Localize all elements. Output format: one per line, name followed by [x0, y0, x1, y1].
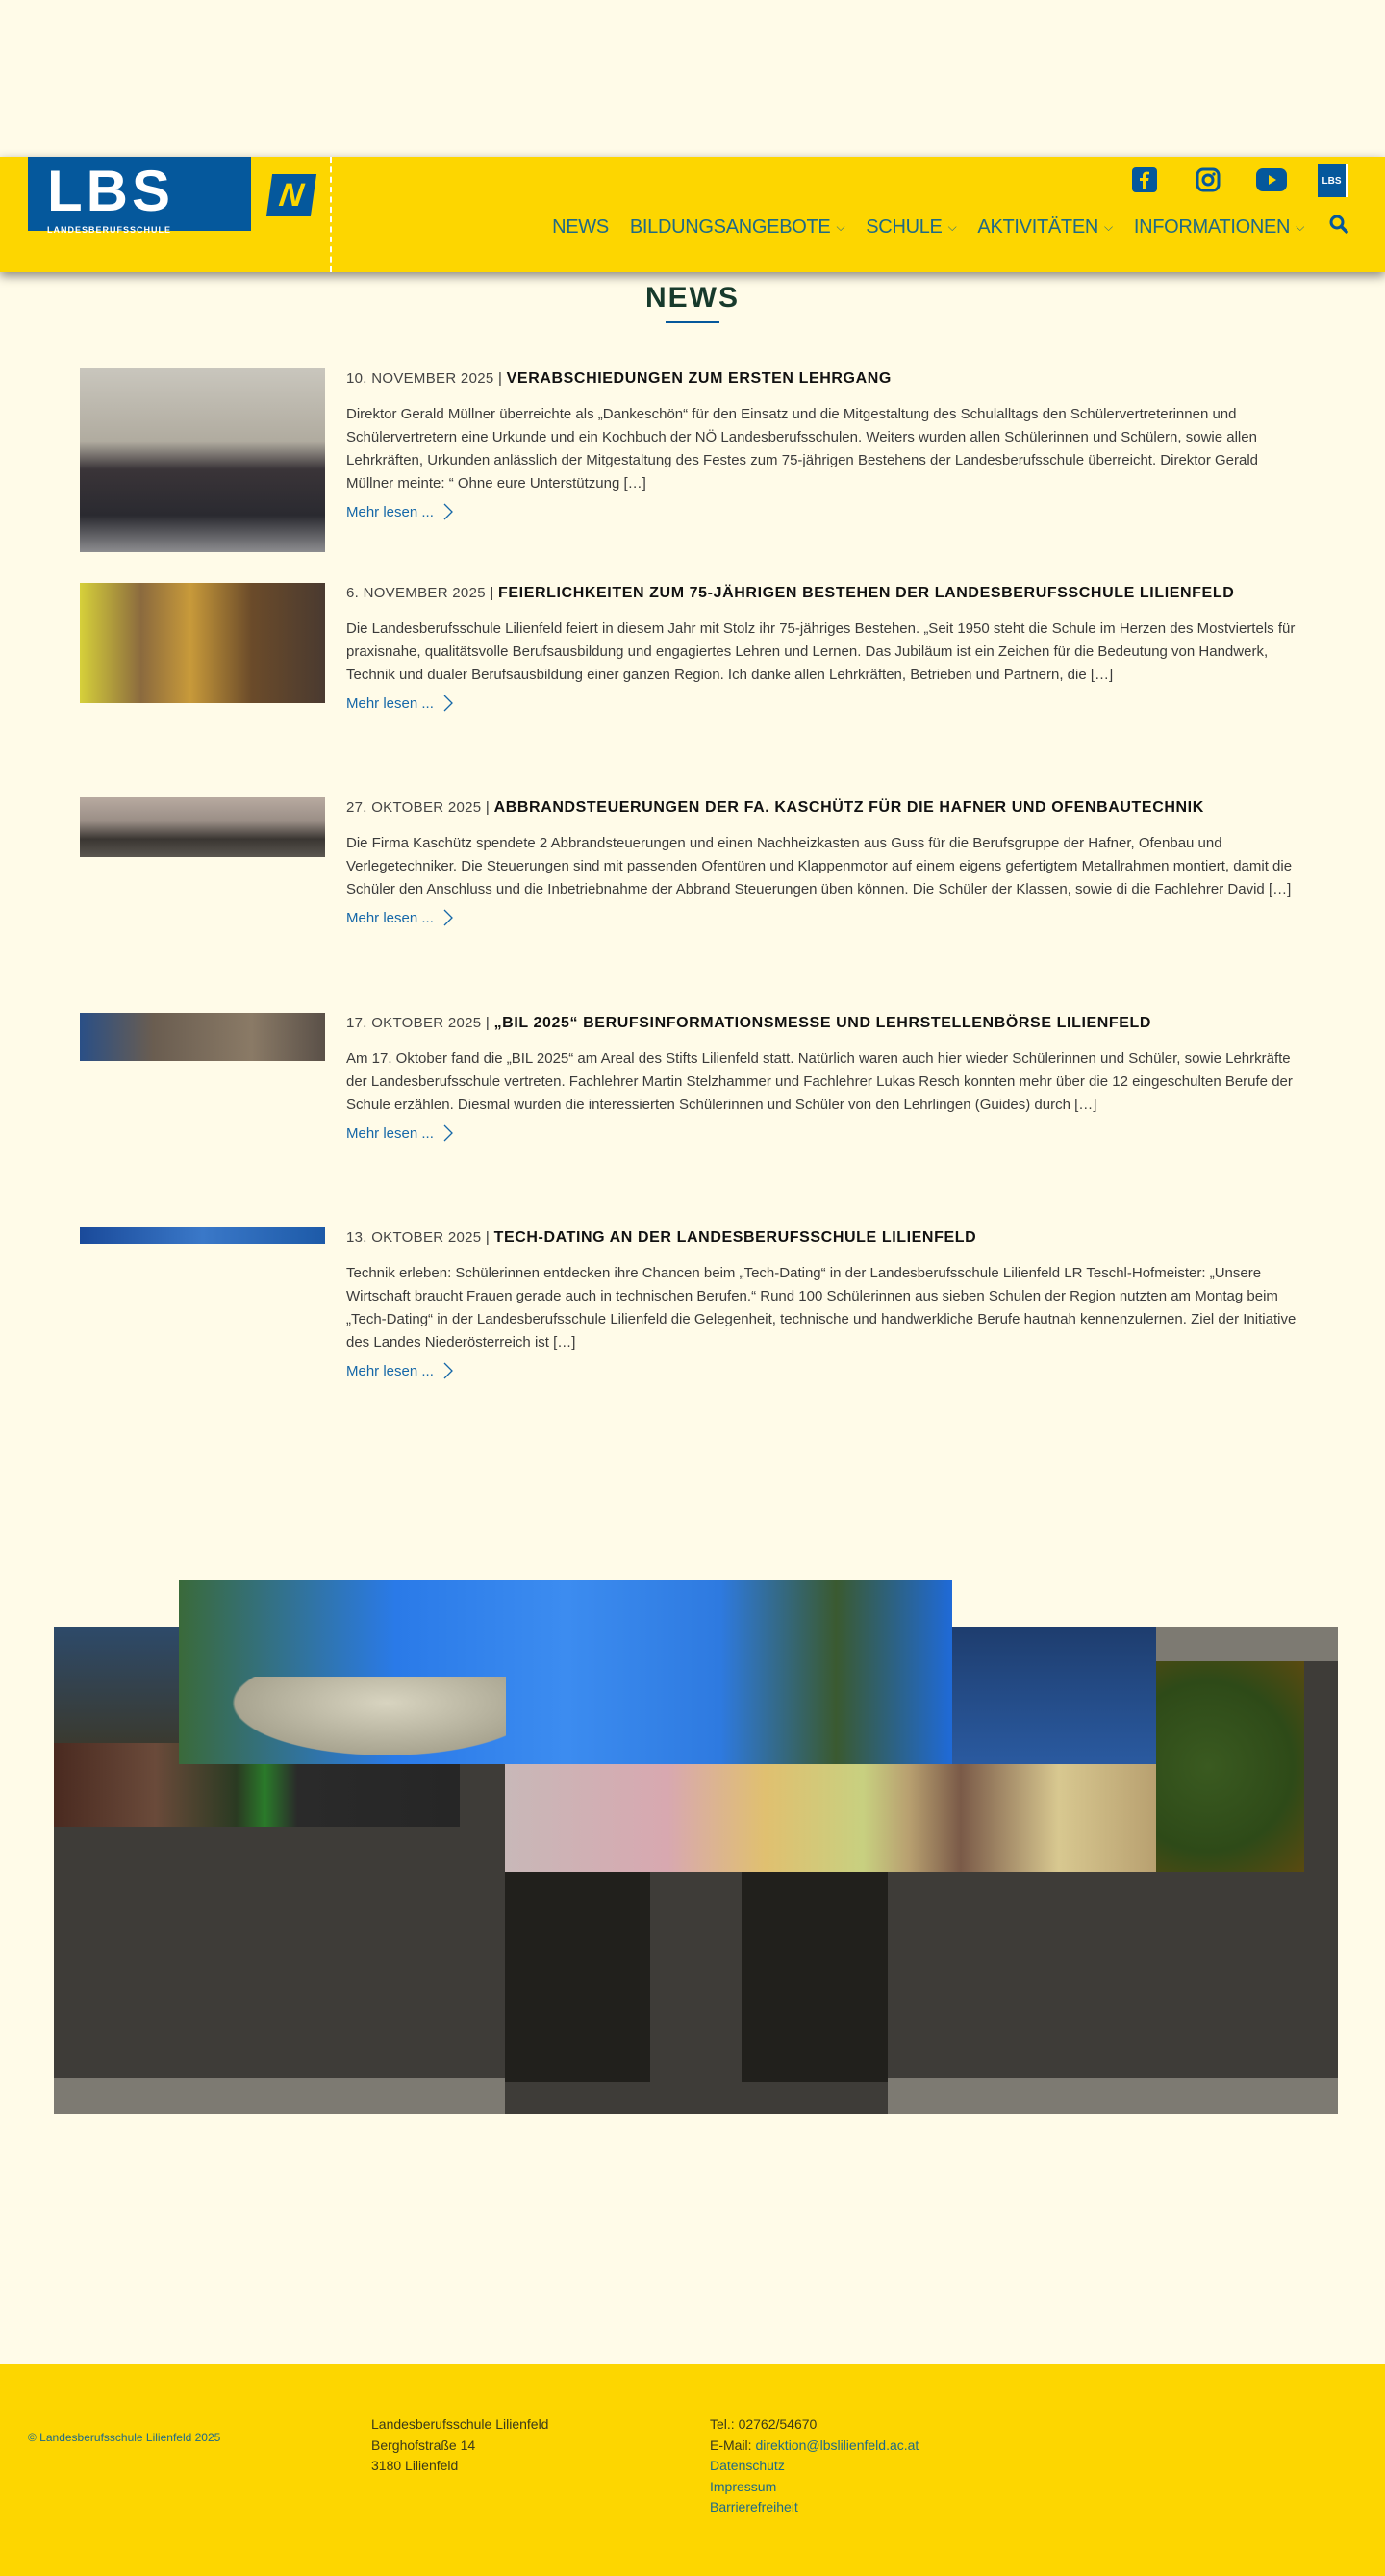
article-date: 27. OKTOBER 2025 [346, 799, 482, 816]
article-image[interactable] [80, 368, 325, 552]
footer-copyright: © Landesberufsschule Lilienfeld 2025 [28, 2431, 221, 2444]
facebook-icon[interactable] [1131, 166, 1158, 193]
collage-dark-column [505, 1872, 650, 2082]
youtube-icon[interactable] [1256, 166, 1287, 193]
chevron-down-icon: ⌵ [1104, 219, 1113, 234]
header-divider [330, 157, 332, 272]
article-excerpt: Direktor Gerald Müllner überreichte als „Dankeschön“ für den Einsatz und die Mitgestaltung des Schulalltags den Schülervertreterinnen und Schülervertretern eine Urkunde und ein Kochbuch der NÖ Landesberufsschulen. Weiters wurden allen Schülerinnen und Schülern, sowie allen Lehrkräften, Urkunden anlässlich der Mitgestaltung des Festes zum 75-jährigen Bestehens der Landesberufsschule überreicht. Direktor Gerald Müllner meinte: “ Ohne eure Unterstützung […] [346, 406, 1259, 492]
statue-shape [208, 1677, 506, 1764]
nav-news[interactable] [552, 216, 609, 239]
address-line: Berghofstraße 14 [371, 2437, 476, 2453]
article-image[interactable] [80, 797, 325, 857]
logo-text: LBS [47, 159, 174, 223]
collage-image-statue [179, 1580, 952, 1764]
article-title[interactable]: FEIERLICHKEITEN ZUM 75-JÄHRIGEN BESTEHEN DER LANDESBERUFSSCHULE LILIENFELD [498, 585, 1235, 601]
site-footer [0, 2364, 1385, 2576]
article-date: 6. NOVEMBER 2025 [346, 585, 486, 601]
separator: | [481, 799, 494, 816]
email-label: E-Mail: [710, 2437, 756, 2453]
collage-image-building [505, 1764, 1156, 1872]
article-image[interactable] [80, 1227, 325, 1244]
nav-label: BILDUNGSANGEBOTE [629, 215, 831, 238]
chevron-down-icon: ⌵ [947, 219, 957, 234]
lbs-icon[interactable]: LBS [1318, 164, 1348, 197]
separator: | [481, 1229, 494, 1246]
nav-schule[interactable] [866, 216, 956, 239]
nav-label: AKTIVITÄTEN [977, 215, 1099, 238]
separator: | [493, 370, 507, 387]
chevron-right-icon [443, 695, 453, 712]
page-title: NEWS [645, 282, 740, 314]
read-more-label: Mehr lesen ... [346, 695, 434, 712]
collage-dark-column [742, 1872, 888, 2082]
chevron-right-icon [443, 1362, 453, 1379]
footer-address [371, 2414, 548, 2477]
footer-contact [710, 2414, 919, 2518]
separator: | [485, 585, 499, 601]
collage-bottom-strip [888, 2078, 1338, 2114]
nav-informationen[interactable] [1134, 216, 1304, 239]
image-collage [54, 1627, 1338, 2114]
read-more-label: Mehr lesen ... [346, 1362, 434, 1379]
read-more-link[interactable] [346, 503, 453, 520]
read-more-label: Mehr lesen ... [346, 1124, 434, 1142]
collage-image-trees [54, 1627, 179, 1743]
article-excerpt: Die Firma Kaschütz spendete 2 Abbrandsteuerungen und einen Nachheizkasten aus Guss für die Berufsgruppe der Hafner, Ofenbau und Verlegetechniker. Die Steuerungen sind mit passenden Ofentüren und Klappenmotor auf einem eigens gefertigtem Metallrahmen montiert, damit die Schüler den Anschluss und die Inbetriebnahme der Abbrand Steuerungen üben können. Die Schüler der Klassen, sowie di die Fachlehrer David […] [346, 835, 1293, 897]
datenschutz-link[interactable]: Datenschutz [710, 2458, 785, 2473]
read-more-label: Mehr lesen ... [346, 909, 434, 926]
search-icon[interactable] [1329, 215, 1348, 240]
read-more-link[interactable] [346, 909, 453, 926]
nav-label: NEWS [552, 215, 609, 238]
nav-label: SCHULE [866, 215, 943, 238]
article-title[interactable]: ABBRANDSTEUERUNGEN DER FA. KASCHÜTZ FÜR DIE HAFNER UND OFENBAUTECHNIK [493, 799, 1204, 816]
impressum-link[interactable]: Impressum [710, 2478, 777, 2494]
nav-bildungsangebote[interactable] [630, 216, 844, 239]
address-line: Landesberufsschule Lilienfeld [371, 2416, 549, 2432]
article-excerpt: Am 17. Oktober fand die „BIL 2025“ am Areal des Stifts Lilienfeld statt. Natürlich waren auch hier wieder Schülerinnen und Schüler, sowie Lehrkräfte der Landesberufsschule vertreten. Fachlehrer Martin Stelzhammer und Fachlehrer Lukas Resch konnten mehr über die 12 eingeschulten Berufe der Schule erzählen. Diesmal wurden die interessierten Schülerinnen und Schüler von den Lehrlingen (Guides) durch […] [346, 1050, 1293, 1113]
chevron-right-icon [443, 503, 453, 520]
main-nav [531, 215, 1348, 240]
article-title[interactable]: TECH-DATING AN DER LANDESBERUFSSCHULE LILIENFELD [493, 1229, 977, 1246]
address-line: 3180 Lilienfeld [371, 2458, 459, 2473]
footer-tel: Tel.: 02762/54670 [710, 2416, 818, 2432]
article-title[interactable]: „BIL 2025“ BERUFSINFORMATIONSMESSE UND LEHRSTELLENBÖRSE LILIENFELD [493, 1015, 1152, 1031]
article-date: 17. OKTOBER 2025 [346, 1015, 482, 1031]
nav-label: INFORMATIONEN [1133, 215, 1291, 238]
title-underline [666, 321, 719, 323]
read-more-link[interactable] [346, 1124, 453, 1142]
chevron-down-icon: ⌵ [836, 219, 845, 234]
chevron-down-icon: ⌵ [1296, 219, 1304, 234]
article-date: 13. OKTOBER 2025 [346, 1229, 482, 1246]
article-image[interactable] [80, 583, 325, 703]
collage-image-green [1156, 1661, 1304, 1872]
email-link[interactable]: direktion@lbslilienfeld.ac.at [755, 2437, 919, 2453]
instagram-icon[interactable] [1195, 166, 1221, 193]
article-excerpt: Technik erleben: Schülerinnen entdecken ihre Chancen beim „Tech-Dating“ in der Landesberufsschule Lilienfeld LR Teschl-Hofmeister: „Unsere Wirtschaft braucht Frauen gerade auch in technischen Berufen.“ Rund 100 Schülerinnen aus sieben Schulen der Region nutzten am Montag beim „Tech-Dating“ in der Landesberufsschule Lilienfeld die Gelegenheit, technische und handwerkliche Berufe hautnah kennenzulernen. Ziel der Initiative des Landes Niederösterreich ist […] [346, 1265, 1297, 1351]
article-date: 10. NOVEMBER 2025 [346, 370, 494, 387]
separator: | [481, 1015, 494, 1031]
read-more-link[interactable] [346, 1362, 453, 1379]
nav-aktivitaeten[interactable] [977, 216, 1112, 239]
read-more-link[interactable] [346, 695, 453, 712]
noe-logo[interactable]: N [266, 174, 316, 216]
collage-bottom-strip [54, 2078, 505, 2114]
logo-subtitle: LANDESBERUFSSCHULE [47, 225, 172, 235]
article-excerpt: Die Landesberufsschule Lilienfeld feiert in diesem Jahr mit Stolz ihr 75-jähriges Bestehen. „Seit 1950 steht die Schule im Herzen des Mostviertels für praxisnahe, qualitätsvolle Berufsausbildung und engagiertes Lehren und Lernen. Das Jubiläum ist ein Zeichen für die Bedeutung von Handwerk, Technik und dualer Berufsausbildung einer ganzen Region. Ich danke allen Lehrkräften, Betrieben und Partnern, die […] [346, 620, 1296, 683]
read-more-label: Mehr lesen ... [346, 503, 434, 520]
article-image[interactable] [80, 1013, 325, 1061]
collage-strip [1156, 1627, 1338, 1661]
article-title[interactable]: VERABSCHIEDUNGEN ZUM ERSTEN LEHRGANG [506, 370, 892, 387]
chevron-right-icon [443, 909, 453, 926]
chevron-right-icon [443, 1124, 453, 1142]
barrierefreiheit-link[interactable]: Barrierefreiheit [710, 2499, 798, 2514]
site-header [0, 157, 1385, 272]
lbs-logo[interactable] [28, 157, 251, 235]
collage-image-sky [952, 1627, 1156, 1764]
